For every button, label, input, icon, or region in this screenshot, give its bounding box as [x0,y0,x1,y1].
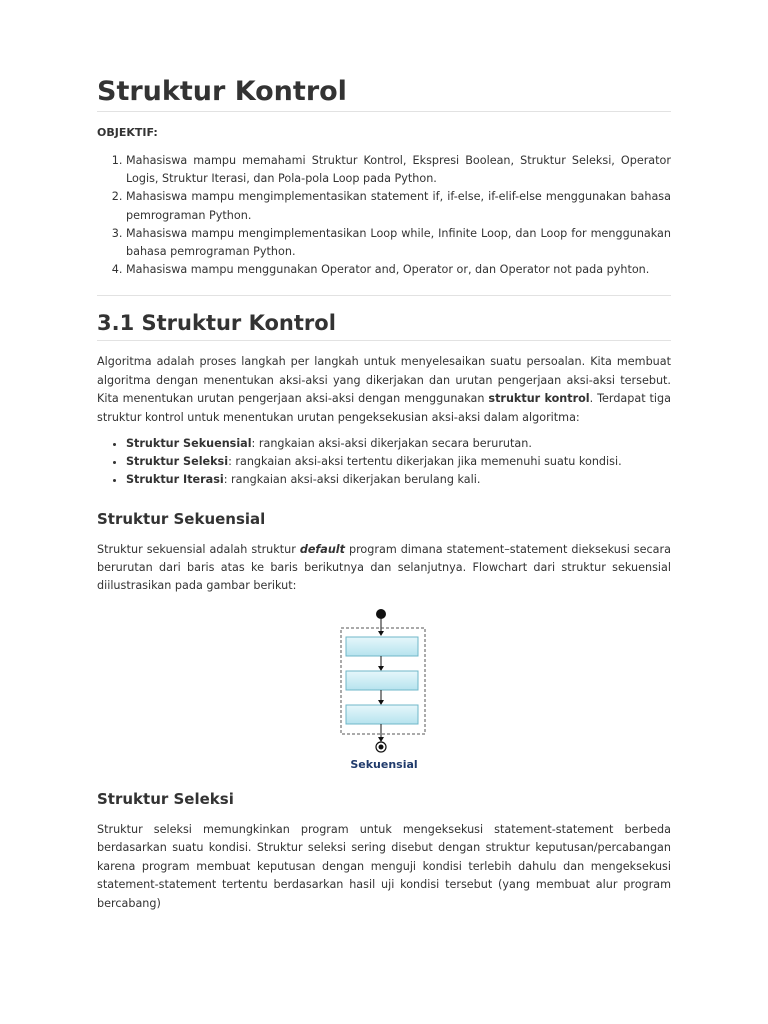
objektif-item: 2. Mahasiswa mampu mengimplementasikan statement if, if-else, if-elif-else menggunakan bahasa pemrograman Python. [126,188,671,224]
list-item-desc: : rangkaian aksi-aksi tertentu dikerjakan jika memenuhi suatu kondisi. [228,455,622,469]
paragraph-bold-term: struktur kontrol [488,392,590,406]
list-item [126,471,671,489]
list-item [126,435,671,453]
section-3-1-paragraph [97,353,671,427]
paragraph-text: Struktur sekuensial adalah struktur [97,542,300,556]
list-item-term: Struktur Seleksi [126,455,229,469]
list-item-desc: : rangkaian aksi-aksi dikerjakan berulang kali. [223,473,481,487]
sekuensial-paragraph [97,541,671,596]
subheading-sekuensial: Struktur Sekuensial [97,509,266,528]
objektif-list [97,152,671,279]
page-title: Struktur Kontrol [97,76,671,112]
document-page [97,0,671,913]
section-heading-3-1: 3.1 Struktur Kontrol [97,310,671,341]
list-item-desc: : rangkaian aksi-aksi dikerjakan secara berurutan. [251,437,532,451]
process-box [346,671,418,690]
objektif-item: 3. Mahasiswa mampu mengimplementasikan Loop while, Infinite Loop, dan Loop for menggunakan bahasa pemrograman Python. [126,225,671,261]
list-item-term: Struktur Iterasi [126,473,224,487]
sekuensial-flowchart [338,606,430,756]
list-item [126,453,671,471]
paragraph-italic-term: default [299,542,345,556]
process-box [346,637,418,656]
objektif-item: 4. Mahasiswa mampu menggunakan Operator and, Operator or, dan Operator not pada pyhton. [126,261,671,279]
objektif-label: OBJEKTIF: [97,126,158,139]
sekuensial-flowchart-figure [97,606,671,771]
control-structure-list [97,435,671,490]
process-box [346,705,418,724]
objektif-item: 1. Mahasiswa mampu memahami Struktur Kontrol, Ekspresi Boolean, Struktur Seleksi, Operator Logis, Struktur Iterasi, dan Pola-pola Loop pada Python. [126,152,671,188]
paragraph-text: program dimana statement–statement dieksekusi secara berurutan dari baris atas ke baris berikutnya dan selanjutnya. Flowchart dari struktur sekuensial diilustrasikan pada gambar berikut: [97,542,671,593]
subheading-seleksi: Struktur Seleksi [97,789,234,808]
seleksi-paragraph: Struktur seleksi memungkinkan program untuk mengeksekusi statement-statement berbeda berdasarkan suatu kondisi. Struktur seleksi sering disebut dengan struktur keputusan/percabangan karena program membuat keputusan dengan menguji kondisi terlebih dahulu dan mengeksekusi statement-statement tertentu berdasarkan hasil uji kondisi tersebut (yang membuat alur program bercabang) [97,822,671,910]
start-node [376,609,386,619]
paragraph-text: Algoritma adalah proses langkah per langkah untuk menyelesaikan suatu persoalan. Kita membuat algoritma dengan menentukan aksi-aksi yang dikerjakan dan urutan pengerjaan aksi-aksi tersebut. Kita menentukan urutan pengerjaan aksi-aksi dengan menggunakan [97,355,671,406]
paragraph-text: . Terdapat tiga struktur kontrol untuk menentukan urutan pengeksekusian aksi-aksi dalam algoritma: [97,392,671,424]
list-item-term: Struktur Sekuensial [126,437,252,451]
figure-caption: Sekuensial [350,757,418,771]
section-divider [97,295,671,296]
